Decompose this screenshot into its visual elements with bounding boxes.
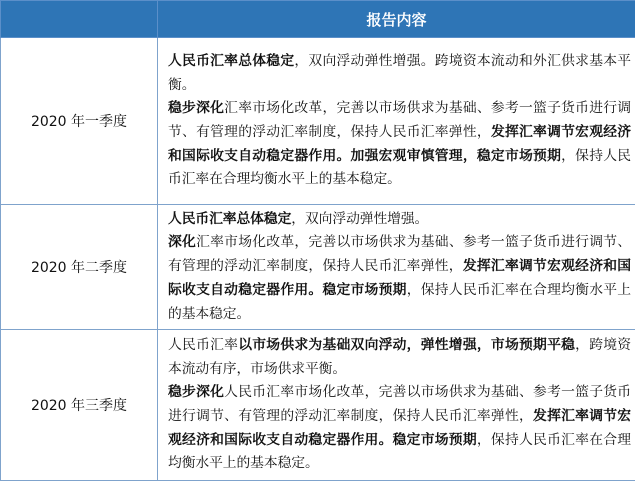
text: ，保持人民币汇率在合理均衡水平上的基本稳定。: [168, 281, 631, 322]
quarter-column-header: [1, 1, 158, 38]
text: 人民币汇率市场化改革，完善以市场供求为基础、参考一篮子货币进行调节、有管理的浮动汇率制度，保持人民币汇率弹性，: [168, 384, 631, 424]
content-paragraph: [168, 381, 631, 476]
content-cell: [158, 205, 635, 330]
bold-text: 人民币汇率总体稳定: [168, 52, 295, 69]
text: 汇率市场化改革，完善以市场供求为基础、参考一篮子货币进行调节、有管理的浮动汇率制度，保持人民币汇率弹性，: [168, 234, 631, 275]
bold-text: 发挥汇率调节宏观经济和国际收支自动稳定器作用。稳定市场预期: [168, 258, 631, 298]
content-cell: [158, 38, 635, 205]
header-row: [1, 1, 635, 38]
content-column-header: 报告内容: [158, 1, 635, 38]
table-row: [1, 205, 635, 330]
quarter-cell: 2020 年三季度: [1, 330, 158, 481]
bold-text: 发挥汇率调节宏观经济和国际收支自动稳定器作用。加强宏观审慎管理，稳定市场预期: [168, 124, 631, 164]
content-paragraph: [168, 208, 631, 232]
bold-text: 发挥汇率调节宏观经济和国际收支自动稳定器作用。稳定市场预期: [168, 408, 631, 448]
content-paragraph: [168, 231, 631, 326]
bold-text: 稳步深化: [168, 384, 225, 401]
content-paragraph: [168, 50, 631, 97]
text: 汇率市场化改革，完善以市场供求为基础、参考一篮子货币进行调节、有管理的浮动汇率制度，保持人民币汇率弹性，: [168, 100, 631, 140]
text: ，双向浮动弹性增强。: [291, 210, 429, 227]
text: ，保持人民币汇率在合理均衡水平上的基本稳定。: [168, 431, 631, 472]
bold-text: 稳步深化: [168, 100, 225, 117]
bold-text: 以市场供求为基础双向浮动，弹性增强，市场预期平稳: [238, 336, 576, 353]
bold-text: 人民币汇率总体稳定: [168, 210, 292, 227]
table-row: [1, 38, 635, 205]
text: 人民币汇率: [168, 336, 239, 353]
quarter-cell: 2020 年二季度: [1, 205, 158, 330]
text: ，双向浮动弹性增强。跨境资本流动和外汇供求基本平衡。: [168, 52, 631, 93]
bold-text: 深化: [168, 234, 197, 251]
text: ，跨境资本流动有序，市场供求平衡。: [168, 336, 631, 377]
text: ，保持人民币汇率在合理均衡水平上的基本稳定。: [168, 147, 631, 188]
quarter-cell: 2020 年一季度: [1, 38, 158, 205]
table-row: [1, 330, 635, 481]
content-paragraph: [168, 97, 631, 192]
content-paragraph: [168, 334, 631, 381]
content-cell: [158, 330, 635, 481]
